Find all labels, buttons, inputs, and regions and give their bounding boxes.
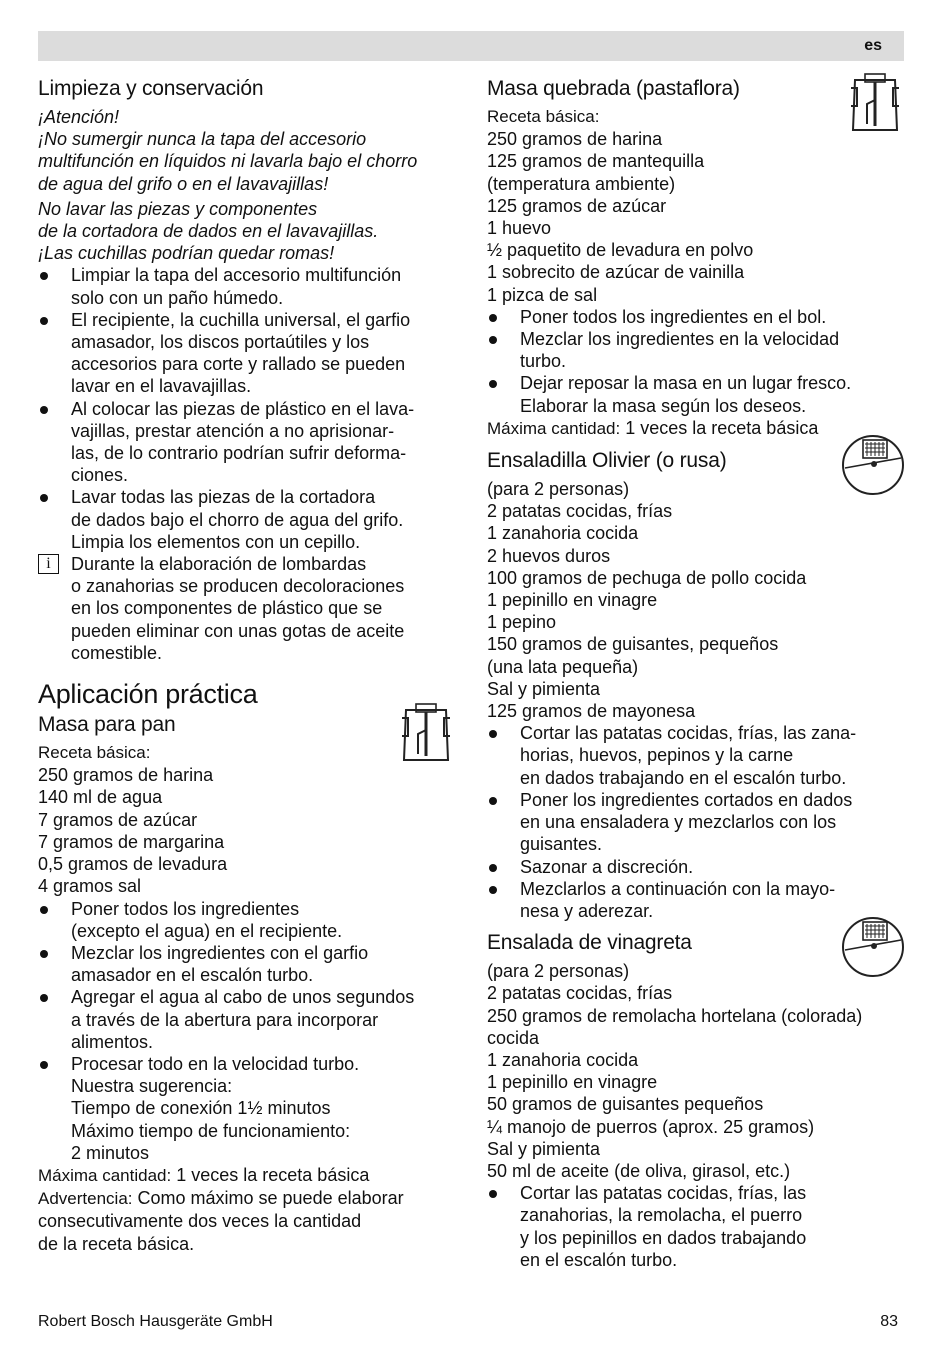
right-column xyxy=(487,76,905,1271)
list-item: Procesar todo en la velocidad turbo. Nuestra sugerencia: Tiempo de conexión 1½ minutos Máximo tiempo de funcionamiento: 2 minutos xyxy=(38,1053,458,1164)
list-item: Lavar todas las piezas de la cortadora de dados bajo el chorro de agua del grifo. Limpia los elementos con un cepillo. xyxy=(38,486,458,553)
ingredient-list: (para 2 personas) 2 patatas cocidas, frías 250 gramos de remolacha hortelana (colorada) cocida 1 zanahoria cocida 1 pepinillo en vinagre 50 gramos de guisantes pequeños ¼ manojo de puerros (aprox. 25 gramos) Sal y pimienta 50 ml de aceite (de oliva, girasol, etc.) xyxy=(487,961,863,1181)
cleaning-list xyxy=(38,264,458,553)
warning-note: Advertencia: Como máximo se puede elaborar consecutivamente dos veces la cantidad de la receta básica. xyxy=(38,1188,404,1254)
dicing-disc-icon xyxy=(841,434,905,496)
max-quantity: Máxima cantidad: 1 veces la receta básica xyxy=(38,1164,370,1185)
list-item: Al colocar las piezas de plástico en el lava- vajillas, prestar atención a no aprisionar- las, de lo contrario podrían sufrir deforma- ciones. xyxy=(38,398,458,487)
step-list xyxy=(487,722,905,922)
recipe-title-bread: Masa para pan xyxy=(38,713,176,737)
section-title-cleaning: Limpieza y conservación xyxy=(38,77,264,100)
list-item: Sazonar a discreción. xyxy=(487,856,905,878)
list-item: Dejar reposar la masa en un lugar fresco. Elaborar la masa según los deseos. xyxy=(487,372,905,416)
info-note: i Durante la elaboración de lombardas o zanahorias se producen decoloraciones en los componentes de plástico que se pueden eliminar con unas gotas de aceite comestible. xyxy=(38,553,458,664)
list-item: Poner los ingredientes cortados en dados en una ensaladera y mezclarlos con los guisantes. xyxy=(487,789,905,856)
kneading-hook-bowl-icon xyxy=(847,70,903,136)
left-column xyxy=(38,76,458,1255)
header-bar xyxy=(38,31,904,61)
list-item: Poner todos los ingredientes (excepto el agua) en el recipiente. xyxy=(38,898,458,942)
list-item: Cortar las patatas cocidas, frías, las zanahorias, la remolacha, el puerro y los pepinillos en dados trabajando en el escalón turbo. xyxy=(487,1182,905,1271)
warning-text: ¡No sumergir nunca la tapa del accesorio multifunción en líquidos ni lavarla bajo el chorro de agua del grifo o en el lavavajillas! No lavar las piezas y componentes de la cortadora de dados en el lavavajillas. ¡Las cuchillas podrían quedar romas! xyxy=(38,129,418,264)
footer-company: Robert Bosch Hausgeräte GmbH xyxy=(38,1313,273,1330)
page-number: 83 xyxy=(880,1313,898,1330)
recipe-label: Receta básica: xyxy=(487,107,600,126)
dicing-disc-icon xyxy=(841,916,905,978)
ingredient-list: (para 2 personas) 2 patatas cocidas, frías 1 zanahoria cocida 2 huevos duros 100 gramos de pechuga de pollo cocida 1 pepinillo en vinagre 1 pepino 150 gramos de guisantes, pequeños (una lata pequeña) Sal y pimienta 125 gramos de mayonesa xyxy=(487,479,807,722)
max-quantity: Máxima cantidad: 1 veces la receta básica xyxy=(487,417,819,438)
recipe-title-vinaigrette: Ensalada de vinagreta xyxy=(487,931,692,955)
list-item: Mezclar los ingredientes con el garfio amasador en el escalón turbo. xyxy=(38,942,458,986)
step-list xyxy=(487,306,905,417)
list-item: Mezclarlos a continuación con la mayo- nesa y aderezar. xyxy=(487,878,905,922)
section-title-practical: Aplicación práctica xyxy=(38,679,258,710)
list-item: Limpiar la tapa del accesorio multifunción solo con un paño húmedo. xyxy=(38,264,458,308)
list-item: Cortar las patatas cocidas, frías, las zana- horias, huevos, pepinos y la carne en dados trabajando en el escalón turbo. xyxy=(487,722,905,789)
list-item: Poner todos los ingredientes en el bol. xyxy=(487,306,905,328)
ingredient-list: 250 gramos de harina 125 gramos de mantequilla (temperatura ambiente) 125 gramos de azúcar 1 huevo ½ paquetito de levadura en polvo 1 sobrecito de azúcar de vainilla 1 pizca de sal xyxy=(487,129,754,305)
recipe-title-olivier: Ensaladilla Olivier (o rusa) xyxy=(487,449,727,473)
attention-label: ¡Atención! xyxy=(38,107,120,127)
list-item: Mezclar los ingredientes en la velocidad turbo. xyxy=(487,328,905,372)
recipe-label: Receta básica: xyxy=(38,743,151,763)
recipe-title-pastry: Masa quebrada (pastaflora) xyxy=(487,77,740,100)
step-list xyxy=(38,898,458,1164)
list-item: Agregar el agua al cabo de unos segundos a través de la abertura para incorporar alimentos. xyxy=(38,986,458,1053)
info-icon: i xyxy=(38,554,59,574)
step-list xyxy=(487,1182,905,1271)
kneading-hook-bowl-icon xyxy=(398,700,454,766)
language-code: es xyxy=(864,37,882,54)
ingredient-list: 250 gramos de harina 140 ml de agua 7 gramos de azúcar 7 gramos de margarina 0,5 gramos de levadura 4 gramos sal xyxy=(38,765,228,897)
list-item: El recipiente, la cuchilla universal, el garfio amasador, los discos portaútiles y los accesorios para corte y rallado se pueden lavar en el lavavajillas. xyxy=(38,309,458,398)
